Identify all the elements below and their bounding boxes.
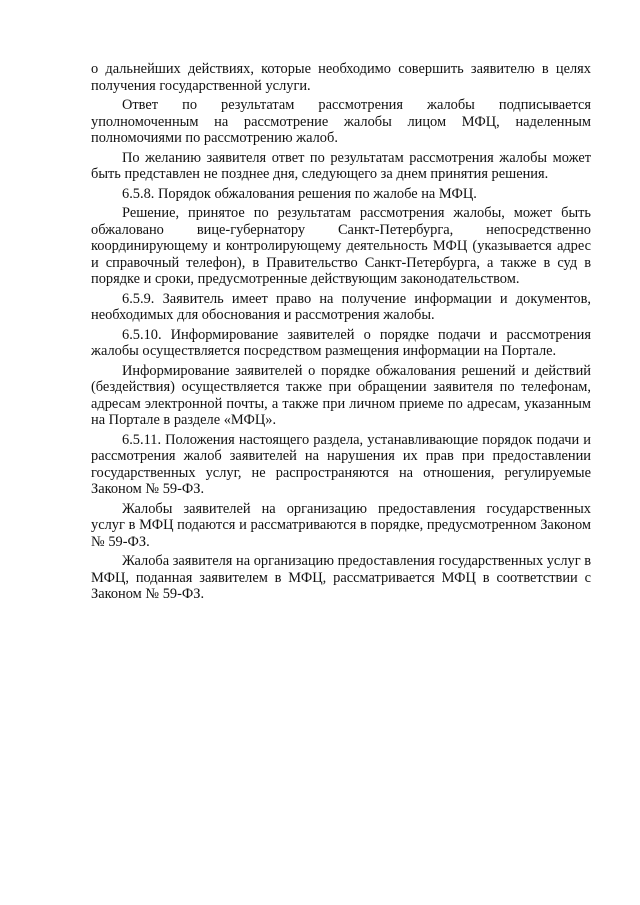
paragraph-complaint-mfc: Жалоба заявителя на организацию предоставления государственных услуг в МФЦ, поданная заявителем в МФЦ, рассматривается МФЦ в соответствии с Законом № 59-ФЗ. (91, 553, 591, 602)
paragraph-response-deadline: По желанию заявителя ответ по результатам рассмотрения жалобы может быть представлен не позднее дня, следующего за днем принятия решения. (91, 149, 591, 182)
document-body (91, 61, 591, 606)
paragraph-6-5-11: 6.5.11. Положения настоящего раздела, устанавливающие порядок подачи и рассмотрения жалоб заявителей на нарушения их прав при предоставлении государственных услуг, не распространяются на отношения, регулируемые Законом № 59-ФЗ. (91, 431, 591, 497)
paragraph-informing: Информирование заявителей о порядке обжалования решений и действий (бездействия) осуществляется также при обращении заявителя по телефонам, адресам электронной почты, а также при личном приеме по адресам, указанным на Портале в разделе «МФЦ». (91, 362, 591, 428)
paragraph-6-5-9: 6.5.9. Заявитель имеет право на получение информации и документов, необходимых для обоснования и рассмотрения жалобы. (91, 290, 591, 323)
paragraph-6-5-10: 6.5.10. Информирование заявителей о порядке подачи и рассмотрения жалобы осуществляется посредством размещения информации на Портале. (91, 326, 591, 359)
paragraph-appeal-decision: Решение, принятое по результатам рассмотрения жалобы, может быть обжаловано вице-губернатору Санкт-Петербурга, непосредственно координирующему и контролирующему деятельность МФЦ (указывается адрес и справочный телефон), в Правительство Санкт-Петербурга, а также в суд в порядке и сроки, предусмотренные действующим законодательством. (91, 205, 591, 287)
paragraph-response-signature: Ответ по результатам рассмотрения жалобы подписывается уполномоченным на рассмотрение жалобы лицом МФЦ, наделенным полномочиями по рассмотрению жалоб. (91, 97, 591, 146)
paragraph-6-5-8: 6.5.8. Порядок обжалования решения по жалобе на МФЦ. (122, 185, 477, 202)
paragraph-continuation: о дальнейших действиях, которые необходимо совершить заявителю в целях получения государственной услуги. (91, 61, 591, 94)
paragraph-complaints-59fz: Жалобы заявителей на организацию предоставления государственных услуг в МФЦ подаются и рассматриваются в порядке, предусмотренном Законом № 59-ФЗ. (91, 500, 591, 550)
